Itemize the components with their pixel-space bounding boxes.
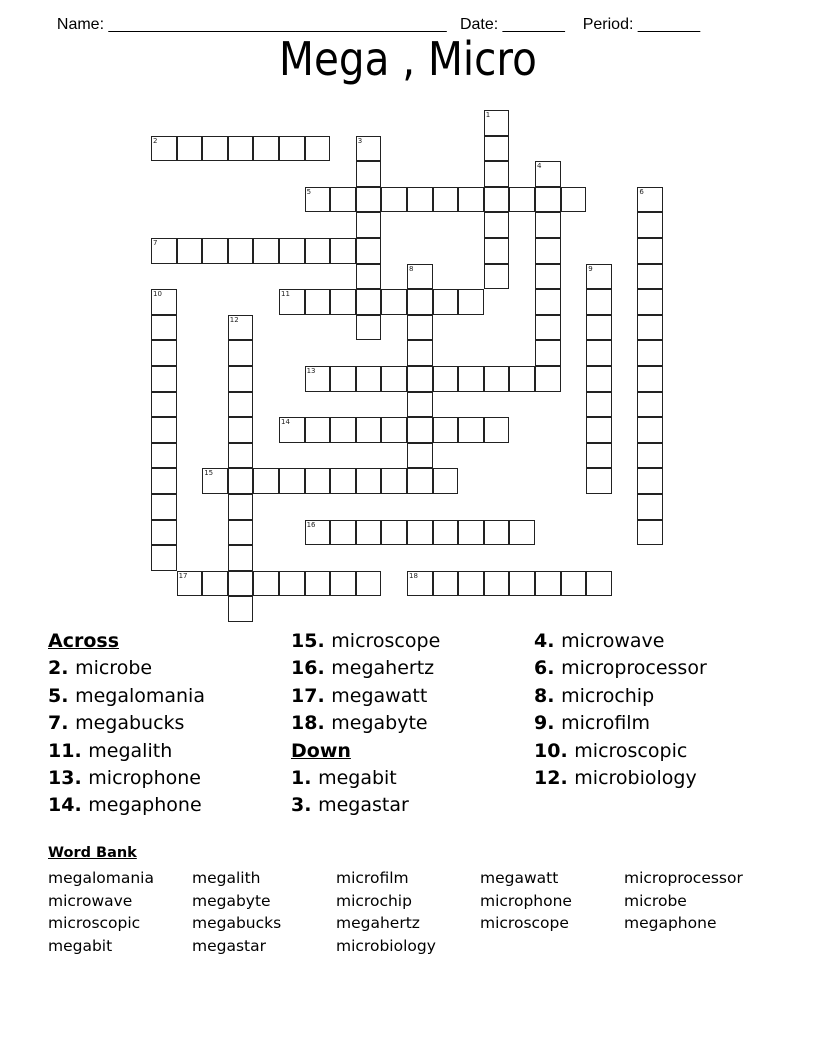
grid-cell[interactable] [509, 187, 535, 213]
clue-number: 7 [153, 239, 158, 247]
clue-text: megastar [318, 794, 409, 817]
clue-number: 6 [639, 187, 644, 196]
clue-text: microbiology [574, 767, 697, 790]
clue-number: 4. [534, 630, 562, 652]
grid-cell[interactable] [330, 366, 356, 392]
grid-cell[interactable] [484, 571, 510, 597]
grid-cell[interactable] [484, 110, 510, 136]
grid-cell[interactable] [228, 545, 254, 571]
clue-number: 17 [178, 571, 188, 580]
clue-heading-label: Down [291, 739, 351, 762]
student-info-header [48, 0, 700, 34]
grid-cell[interactable] [305, 238, 331, 264]
grid-cell[interactable] [253, 468, 279, 494]
clue-number: 8 [409, 264, 414, 273]
clue-item [291, 710, 440, 737]
grid-cell[interactable] [279, 136, 305, 162]
word-bank-item: microscopic [48, 914, 141, 933]
clue-text: megaphone [88, 794, 202, 817]
grid-cell[interactable] [535, 212, 561, 238]
grid-cell[interactable] [305, 468, 331, 494]
clues-column-2 [291, 628, 440, 820]
clue-number: 7. [48, 712, 76, 735]
grid-cell[interactable] [586, 417, 612, 443]
clue-item [534, 738, 707, 765]
clue-number: 12 [229, 315, 239, 324]
grid-cell[interactable] [356, 187, 382, 213]
grid-cell[interactable] [637, 289, 663, 315]
grid-cell[interactable] [356, 520, 382, 546]
clue-number: 15. [291, 630, 332, 652]
word-bank-item: microphone [480, 891, 572, 910]
grid-cell[interactable] [484, 187, 510, 213]
grid-cell[interactable] [151, 443, 177, 469]
word-bank-item: megawatt [480, 869, 559, 887]
grid-cell[interactable] [356, 238, 382, 264]
grid-cell[interactable] [484, 417, 510, 443]
word-bank-item: megahertz [336, 914, 420, 933]
clue-number: 8. [534, 684, 562, 707]
grid-cell[interactable] [535, 264, 561, 290]
word-bank-item: megabucks [192, 914, 282, 933]
grid-cell[interactable] [535, 161, 561, 187]
clue-number: 14 [281, 418, 290, 427]
clue-text: megalomania [75, 684, 205, 707]
clue-number: 14. [48, 794, 89, 817]
grid-cell[interactable] [586, 392, 612, 418]
grid-cell[interactable] [586, 366, 612, 392]
grid-cell[interactable] [509, 571, 535, 597]
grid-cell[interactable] [586, 571, 612, 597]
clue-number: 9. [534, 712, 562, 735]
grid-cell[interactable] [637, 494, 663, 520]
clue-text: microphone [88, 767, 201, 790]
grid-cell[interactable] [151, 366, 177, 392]
clue-number: 4 [537, 162, 542, 171]
grid-cell[interactable] [151, 315, 177, 341]
clue-item [48, 683, 205, 710]
clue-text: microbe [75, 657, 153, 680]
grid-cell[interactable] [381, 468, 407, 494]
grid-cell[interactable] [561, 187, 587, 213]
grid-cell[interactable] [407, 443, 433, 469]
grid-cell[interactable] [407, 468, 433, 494]
grid-cell[interactable] [535, 238, 561, 264]
grid-cell[interactable] [151, 468, 177, 494]
grid-cell[interactable] [356, 468, 382, 494]
grid-cell[interactable] [407, 417, 433, 443]
clue-text: megalith [88, 739, 173, 762]
grid-cell[interactable] [228, 136, 254, 162]
grid-cell[interactable] [356, 289, 382, 315]
grid-cell[interactable] [433, 468, 459, 494]
word-bank-item: megastar [192, 937, 266, 956]
clue-text: microscopic [574, 739, 688, 762]
grid-cell[interactable] [407, 571, 433, 597]
grid-cell[interactable] [535, 340, 561, 366]
grid-cell[interactable] [151, 494, 177, 520]
grid-cell[interactable] [356, 571, 382, 597]
clue-item [48, 792, 205, 819]
clue-item [48, 655, 205, 682]
grid-cell[interactable] [228, 315, 254, 341]
grid-cell[interactable] [637, 417, 663, 443]
word-bank-title: Word Bank [48, 845, 137, 861]
grid-cell[interactable] [407, 187, 433, 213]
grid-cell[interactable] [202, 571, 228, 597]
clue-item [291, 765, 440, 792]
grid-cell[interactable] [279, 417, 305, 443]
grid-cell[interactable] [509, 520, 535, 546]
grid-cell[interactable] [305, 366, 331, 392]
grid-cell[interactable] [637, 187, 663, 213]
grid-cell[interactable] [407, 392, 433, 418]
grid-cell[interactable] [151, 392, 177, 418]
grid-cell[interactable] [407, 520, 433, 546]
word-bank-item: microbiology [336, 937, 436, 956]
clue-number: 3 [357, 136, 363, 145]
word-bank-item: megaphone [624, 914, 717, 933]
clue-number: 6. [534, 657, 562, 680]
clue-item [534, 765, 707, 792]
grid-cell[interactable] [381, 366, 407, 392]
grid-cell[interactable] [458, 520, 484, 546]
grid-cell[interactable] [330, 468, 356, 494]
grid-cell[interactable] [356, 212, 382, 238]
clue-item [48, 738, 205, 765]
grid-cell[interactable] [305, 520, 331, 546]
grid-cell[interactable] [586, 468, 612, 494]
clue-text: megawatt [331, 684, 428, 707]
grid-cell[interactable] [458, 417, 484, 443]
grid-cell[interactable] [586, 340, 612, 366]
grid-cell[interactable] [381, 289, 407, 315]
clue-item [48, 710, 205, 737]
clue-item [534, 655, 707, 682]
word-bank [48, 867, 768, 958]
clue-item [291, 628, 440, 655]
grid-cell[interactable] [535, 366, 561, 392]
clue-item [534, 710, 707, 737]
grid-cell[interactable] [637, 520, 663, 546]
clue-text: microwave [561, 630, 665, 652]
grid-cell[interactable] [356, 264, 382, 290]
grid-cell[interactable] [330, 520, 356, 546]
clue-number: 10. [534, 739, 575, 762]
grid-cell[interactable] [151, 289, 177, 315]
grid-cell[interactable] [305, 136, 331, 162]
page-title: Mega , Micro [279, 32, 537, 86]
clue-item [534, 628, 707, 655]
grid-cell[interactable] [228, 392, 254, 418]
grid-cell[interactable] [637, 366, 663, 392]
grid-cell[interactable] [151, 238, 177, 264]
grid-cell[interactable] [407, 289, 433, 315]
word-bank-item: megalomania [48, 869, 154, 887]
grid-cell[interactable] [433, 571, 459, 597]
grid-cell[interactable] [637, 238, 663, 264]
word-bank-item: microchip [336, 891, 412, 910]
grid-cell[interactable] [305, 417, 331, 443]
clue-number: 17. [291, 684, 332, 707]
word-bank-item: megalith [192, 869, 261, 887]
grid-cell[interactable] [279, 238, 305, 264]
grid-cell[interactable] [228, 340, 254, 366]
grid-cell[interactable] [356, 417, 382, 443]
grid-cell[interactable] [381, 417, 407, 443]
word-bank-item: microbe [624, 891, 687, 910]
clue-number: 1. [291, 767, 319, 790]
clue-number: 18 [409, 571, 418, 580]
grid-cell[interactable] [535, 187, 561, 213]
clues-column-3 [534, 628, 707, 792]
clue-number: 18. [291, 712, 332, 735]
grid-cell[interactable] [637, 392, 663, 418]
grid-cell[interactable] [433, 520, 459, 546]
grid-cell[interactable] [228, 238, 254, 264]
grid-cell[interactable] [381, 520, 407, 546]
grid-cell[interactable] [637, 212, 663, 238]
clue-number: 5. [48, 684, 76, 707]
grid-cell[interactable] [458, 187, 484, 213]
grid-cell[interactable] [356, 366, 382, 392]
period-field[interactable]: Period: _______ [582, 16, 701, 33]
grid-cell[interactable] [381, 187, 407, 213]
word-bank-item: megabyte [192, 891, 271, 910]
clue-text: microprocessor [561, 657, 707, 680]
grid-cell[interactable] [253, 571, 279, 597]
clue-number: 13. [48, 767, 89, 790]
grid-cell[interactable] [586, 443, 612, 469]
grid-cell[interactable] [279, 468, 305, 494]
clue-text: microscope [331, 630, 441, 652]
clue-item [534, 683, 707, 710]
grid-cell[interactable] [535, 571, 561, 597]
grid-cell[interactable] [484, 238, 510, 264]
clue-number: 9 [588, 264, 593, 273]
date-field[interactable]: Date: _______ [459, 16, 565, 33]
grid-cell[interactable] [356, 136, 382, 162]
clue-number: 1 [485, 111, 491, 119]
clue-item [291, 683, 440, 710]
clue-number: 13 [306, 367, 316, 375]
grid-cell[interactable] [228, 417, 254, 443]
grid-cell[interactable] [433, 366, 459, 392]
grid-cell[interactable] [407, 366, 433, 392]
grid-cell[interactable] [484, 212, 510, 238]
clue-number: 11 [281, 290, 290, 299]
grid-cell[interactable] [433, 289, 459, 315]
clue-text: megabyte [331, 712, 428, 735]
grid-cell[interactable] [151, 545, 177, 571]
grid-cell[interactable] [637, 443, 663, 469]
grid-cell[interactable] [279, 571, 305, 597]
clue-number: 3. [291, 794, 319, 817]
grid-cell[interactable] [637, 340, 663, 366]
grid-cell[interactable] [202, 136, 228, 162]
grid-cell[interactable] [484, 520, 510, 546]
grid-cell[interactable] [433, 187, 459, 213]
clue-text: microchip [561, 684, 655, 707]
grid-cell[interactable] [637, 264, 663, 290]
clue-number: 2 [153, 136, 158, 145]
clue-text: megabucks [75, 712, 185, 735]
clue-number: 11. [48, 739, 89, 762]
grid-cell[interactable] [151, 417, 177, 443]
grid-cell[interactable] [407, 264, 433, 290]
grid-cell[interactable] [151, 520, 177, 546]
grid-cell[interactable] [407, 340, 433, 366]
grid-cell[interactable] [586, 264, 612, 290]
word-bank-item: megabit [48, 937, 113, 956]
word-bank-item: microscope [480, 914, 569, 933]
grid-cell[interactable] [330, 238, 356, 264]
grid-cell[interactable] [202, 468, 228, 494]
grid-cell[interactable] [330, 187, 356, 213]
clues-column-1 [48, 628, 205, 820]
name-field[interactable]: Name: ______________________________________ [56, 16, 447, 33]
grid-cell[interactable] [458, 289, 484, 315]
grid-cell[interactable] [586, 289, 612, 315]
grid-cell[interactable] [535, 289, 561, 315]
grid-cell[interactable] [228, 520, 254, 546]
grid-cell[interactable] [433, 417, 459, 443]
grid-cell[interactable] [177, 136, 203, 162]
clue-item [48, 765, 205, 792]
clue-number: 12. [534, 767, 575, 790]
clue-text: megahertz [331, 657, 435, 680]
clue-item [291, 655, 440, 682]
grid-cell[interactable] [228, 468, 254, 494]
clue-number: 16. [291, 657, 332, 680]
clue-number: 2. [48, 657, 76, 680]
grid-cell[interactable] [305, 187, 331, 213]
word-bank-item: microprocessor [624, 869, 743, 887]
grid-cell[interactable] [177, 571, 203, 597]
grid-cell[interactable] [458, 571, 484, 597]
grid-cell[interactable] [253, 238, 279, 264]
grid-cell[interactable] [484, 161, 510, 187]
word-bank-item: microwave [48, 891, 133, 910]
clue-item [291, 792, 440, 819]
clue-heading-label: Across [48, 630, 120, 652]
grid-cell[interactable] [228, 494, 254, 520]
clue-text: megabit [318, 767, 397, 790]
grid-cell[interactable] [509, 366, 535, 392]
grid-cell[interactable] [228, 571, 254, 597]
grid-cell[interactable] [484, 264, 510, 290]
grid-cell[interactable] [228, 596, 254, 622]
grid-cell[interactable] [484, 366, 510, 392]
clue-number: 16 [306, 520, 316, 529]
grid-cell[interactable] [305, 571, 331, 597]
clue-heading [291, 738, 440, 765]
clue-number: 5 [306, 187, 312, 196]
clue-number: 15 [204, 469, 214, 478]
grid-cell[interactable] [202, 238, 228, 264]
grid-cell[interactable] [356, 161, 382, 187]
grid-cell[interactable] [330, 289, 356, 315]
grid-cell[interactable] [330, 417, 356, 443]
grid-cell[interactable] [407, 315, 433, 341]
word-bank-item: microfilm [336, 869, 409, 887]
grid-cell[interactable] [228, 443, 254, 469]
grid-cell[interactable] [330, 571, 356, 597]
grid-cell[interactable] [305, 289, 331, 315]
grid-cell[interactable] [561, 571, 587, 597]
clue-text: microfilm [561, 712, 651, 735]
clue-number: 10 [153, 290, 162, 299]
grid-cell[interactable] [279, 289, 305, 315]
grid-cell[interactable] [484, 136, 510, 162]
grid-cell[interactable] [151, 136, 177, 162]
clue-heading [48, 628, 205, 655]
grid-cell[interactable] [253, 136, 279, 162]
grid-cell[interactable] [177, 238, 203, 264]
grid-cell[interactable] [535, 315, 561, 341]
grid-cell[interactable] [637, 315, 663, 341]
grid-cell[interactable] [586, 315, 612, 341]
grid-cell[interactable] [458, 366, 484, 392]
grid-cell[interactable] [151, 340, 177, 366]
grid-cell[interactable] [356, 315, 382, 341]
grid-cell[interactable] [228, 366, 254, 392]
grid-cell[interactable] [637, 468, 663, 494]
